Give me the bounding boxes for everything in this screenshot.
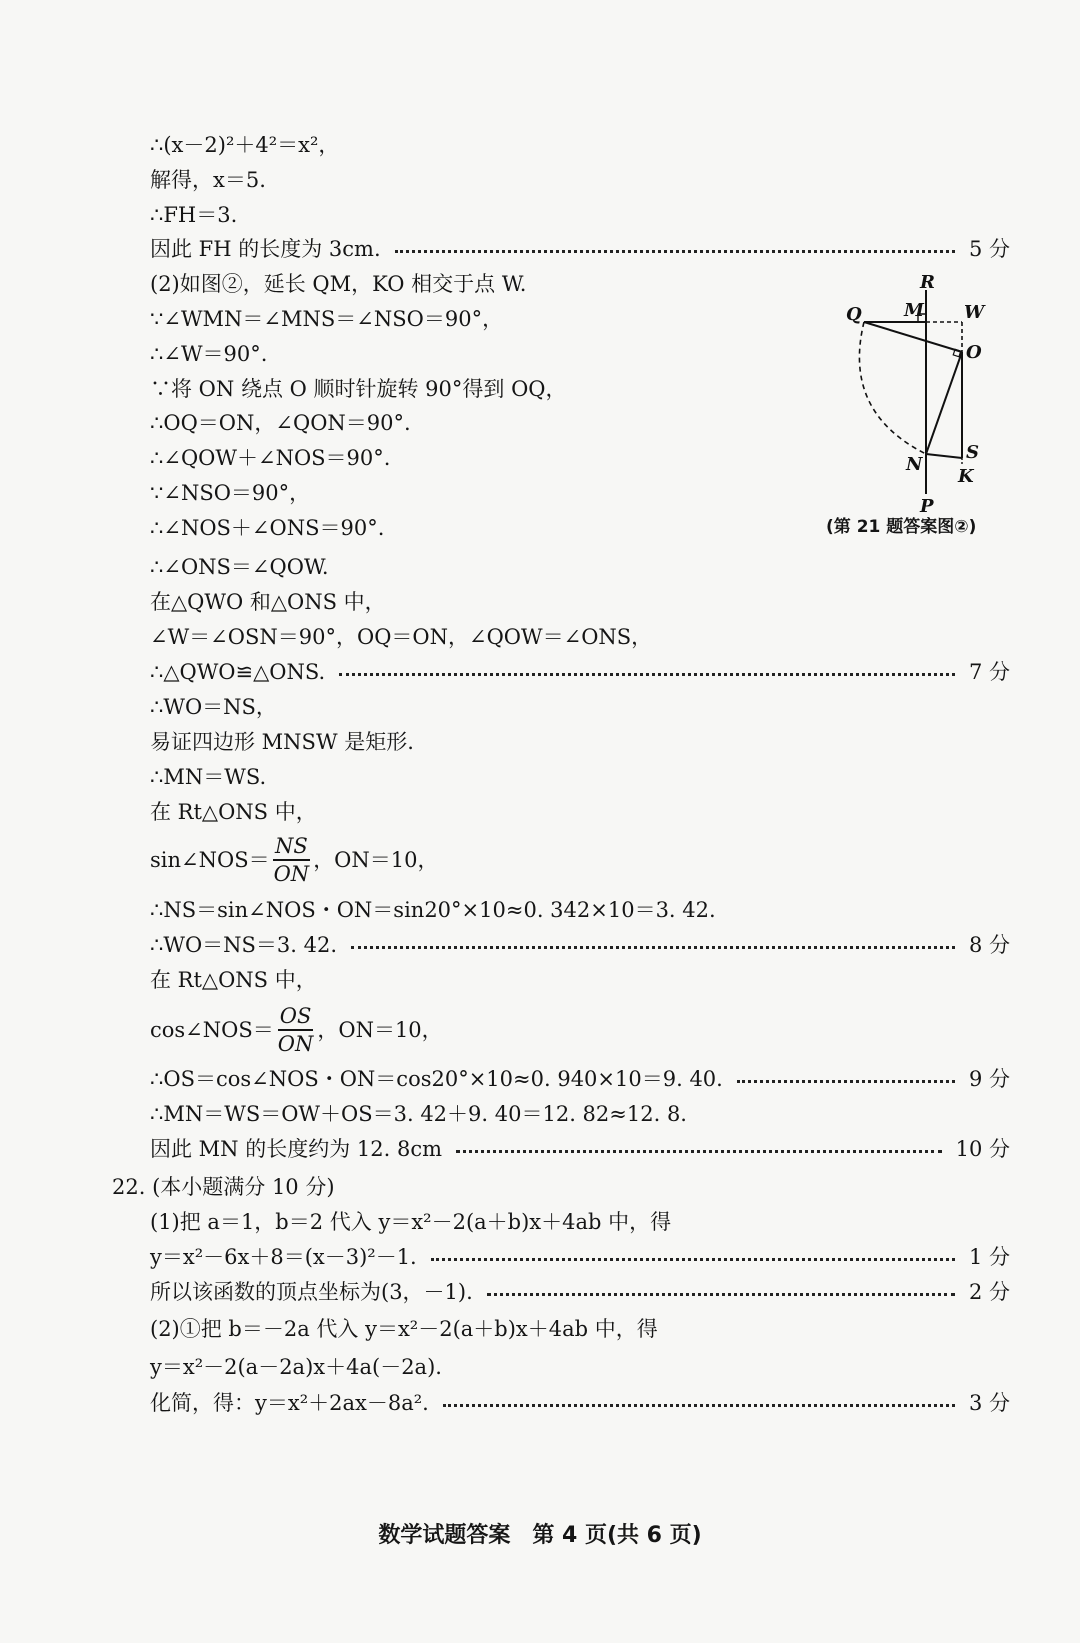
text-line: 在△QWO 和△ONS 中， <box>150 590 386 614</box>
text-line: ∴(x－2)²＋4²＝x²， <box>150 133 340 157</box>
label-w: W <box>964 302 985 323</box>
label-r: R <box>920 272 935 293</box>
scored-line: 所以该函数的顶点坐标为(3，－1). 2 分 <box>150 1275 1010 1309</box>
text-line: ∠W＝∠OSN＝90°，OQ＝ON，∠QOW＝∠ONS， <box>150 625 653 649</box>
label-o: O <box>966 342 982 363</box>
text-line: (2)如图②，延长 QM，KO 相交于点 W. <box>150 272 527 296</box>
dot-leader <box>443 1404 955 1407</box>
rotation-arc-dashed <box>859 322 926 454</box>
page-footer: 数学试题答案 第 4 页(共 6 页) <box>378 1523 702 1548</box>
scored-line: 因此 FH 的长度为 3cm. 5 分 <box>150 232 1010 266</box>
score-label: 3 分 <box>968 1391 1010 1415</box>
text-line: ∴FH＝3. <box>150 203 238 227</box>
dot-leader <box>456 1150 942 1153</box>
segment-qo <box>864 322 962 352</box>
text-line: ∴∠W＝90°. <box>150 342 268 366</box>
sin-equation: sin∠NOS＝ $\frac{NS}{ON}$ ，ON＝10， <box>150 834 439 886</box>
score-label: 9 分 <box>968 1067 1010 1091</box>
label-p: P <box>920 496 934 517</box>
score-label: 7 分 <box>968 660 1010 684</box>
dot-leader <box>737 1080 955 1083</box>
cos-equation: cos∠NOS＝ $\frac{OS}{ON}$ ，ON＝10， <box>150 1004 443 1056</box>
scored-line: ∴△QWO≌△ONS. 7 分 <box>150 655 1010 689</box>
text-line: ∴MN＝WS＝OW＋OS＝3. 42＋9. 40＝12. 82≈12. 8. <box>150 1102 687 1126</box>
fraction: $\frac{NS}{ON}$ <box>273 834 310 886</box>
label-n: N <box>906 454 923 475</box>
score-label: 8 分 <box>968 933 1010 957</box>
dot-leader <box>431 1258 955 1261</box>
label-s: S <box>966 442 979 463</box>
label-q: Q <box>846 304 862 325</box>
text-line: ∴OQ＝ON，∠QON＝90°. <box>150 411 411 435</box>
scored-line: ∴WO＝NS＝3. 42. 8 分 <box>150 928 1010 962</box>
geometry-figure <box>830 262 1030 522</box>
text-line: ∴WO＝NS， <box>150 695 277 719</box>
text-line: (2)①把 b＝－2a 代入 y＝x²－2(a＋b)x＋4ab 中，得 <box>150 1317 658 1341</box>
text-line: 易证四边形 MNSW 是矩形. <box>150 730 414 754</box>
text-line: y＝x²－2(a－2a)x＋4a(－2a). <box>150 1355 442 1379</box>
scored-line: 因此 MN 的长度约为 12. 8cm 10 分 <box>150 1132 1010 1166</box>
segment-ns <box>926 454 962 458</box>
scored-line: y＝x²－6x＋8＝(x－3)²－1. 1 分 <box>150 1240 1010 1274</box>
text-line: ∴∠QOW＋∠NOS＝90°. <box>150 446 391 470</box>
text-line: (1)把 a＝1，b＝2 代入 y＝x²－2(a＋b)x＋4ab 中，得 <box>150 1210 672 1234</box>
label-k: K <box>958 466 974 487</box>
text-line: ∴MN＝WS. <box>150 765 267 789</box>
question-heading: 22. (本小题满分 10 分) <box>112 1175 335 1199</box>
right-angle-o <box>953 349 961 357</box>
text-line: 在 Rt△ONS 中， <box>150 968 317 992</box>
dot-leader <box>351 946 955 949</box>
label-m: M <box>904 300 924 321</box>
text-line: ∴∠NOS＋∠ONS＝90°. <box>150 516 385 540</box>
score-label: 10 分 <box>955 1137 1010 1161</box>
text-line: ∵∠NSO＝90°， <box>150 481 311 505</box>
dot-leader <box>339 673 955 676</box>
fraction: $\frac{OS}{ON}$ <box>277 1004 314 1056</box>
dot-leader <box>395 250 955 253</box>
text-line: 在 Rt△ONS 中， <box>150 800 317 824</box>
text-line: ∵将 ON 绕点 O 顺时针旋转 90°得到 OQ， <box>150 377 567 401</box>
score-label: 5 分 <box>968 237 1010 261</box>
scored-line: ∴OS＝cos∠NOS・ON＝cos20°×10≈0. 940×10＝9. 40. 9 分 <box>150 1062 1010 1096</box>
text-line: ∴NS＝sin∠NOS・ON＝sin20°×10≈0. 342×10＝3. 42. <box>150 898 716 922</box>
segment-on <box>926 352 962 454</box>
text-line: ∵∠WMN＝∠MNS＝∠NSO＝90°， <box>150 307 504 331</box>
dot-leader <box>487 1293 955 1296</box>
figure-caption: (第 21 题答案图②) <box>826 517 977 537</box>
scored-line: 化简，得：y＝x²＋2ax－8a². 3 分 <box>150 1386 1010 1420</box>
score-label: 2 分 <box>968 1280 1010 1304</box>
text-line: 解得，x＝5. <box>150 168 266 192</box>
score-label: 1 分 <box>968 1245 1010 1269</box>
text-line: ∴∠ONS＝∠QOW. <box>150 555 329 579</box>
